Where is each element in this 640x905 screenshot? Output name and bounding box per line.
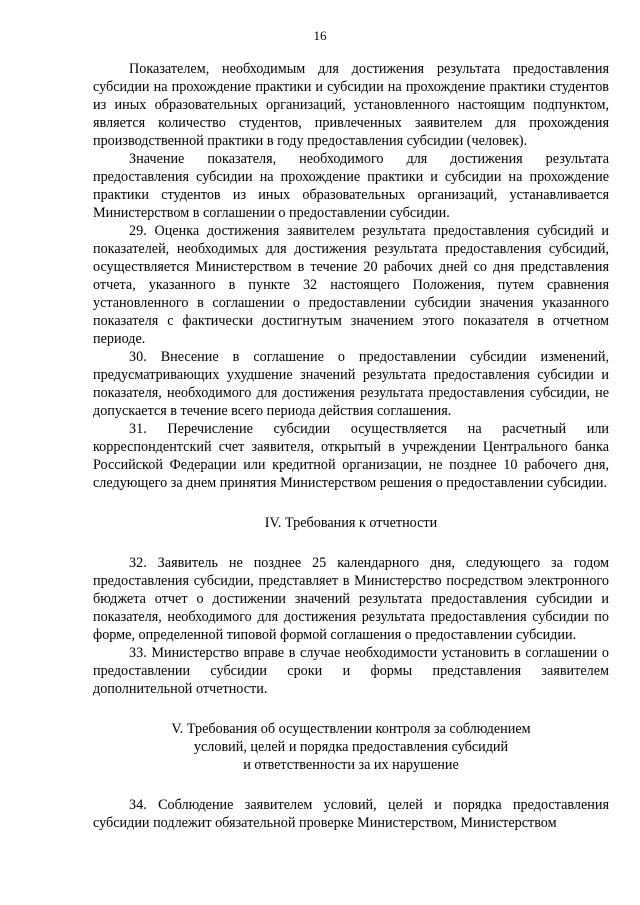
- paragraph-indicator-definition: Показателем, необходимым для достижения результата предоставления субсидии на прохождение практики и субсидии на прохождение практики студентов из иных образовательных организаций, установленного настоящим подпунктом, является количество студентов, привлеченных заявителем для прохождения производственной практики в году предоставления субсидии (человек).: [93, 61, 609, 149]
- section-heading-v-line2: условий, целей и порядка предоставления субсидий: [193, 739, 509, 755]
- paragraph-33: 33. Министерство вправе в случае необходимости установить в соглашении о предоставлении субсидии сроки и формы представления заявителем дополнительной отчетности.: [93, 645, 609, 697]
- paragraph-32: 32. Заявитель не позднее 25 календарного дня, следующего за годом предоставления субсидии, представляет в Министерство посредством электронного бюджета отчет о достижении значений результата предоставления субсидии и показателя, необходимого для достижения результата предоставления субсидии по форме, определенной типовой формой соглашения о предоставлении субсидии.: [93, 555, 609, 643]
- paragraph-31: 31. Перечисление субсидии осуществляется на расчетный или корреспондентский счет заявителя, открытый в учреждении Центрального банка Российской Федерации или кредитной организации, не позднее 10 рабочего дня, следующего за днем принятия Министерством решения о предоставлении субсидии.: [93, 421, 609, 491]
- paragraph-indicator-value: Значение показателя, необходимого для достижения результата предоставления субсидии на прохождение практики и субсидии на прохождение практики студентов из иных образовательных организаций, устанавливается Министерством в соглашении о предоставлении субсидии.: [93, 151, 609, 221]
- paragraph-30: 30. Внесение в соглашение о предоставлении субсидии изменений, предусматривающих ухудшение значений результата предоставления субсидии и показателя, необходимого для достижения результата предоставления субсидии, не допускается в течение всего периода действия соглашения.: [93, 349, 609, 419]
- document-body: [93, 60, 609, 832]
- section-heading-v-line3: и ответственности за их нарушение: [243, 757, 459, 773]
- section-heading-v-line1: V. Требования об осуществлении контроля за соблюдением: [171, 721, 531, 737]
- paragraph-29: 29. Оценка достижения заявителем результата предоставления субсидий и показателей, необходимых для достижения результата предоставления субсидий, осуществляется Министерством в течение 20 рабочих дней со дня представления отчета, указанного в пункте 32 настоящего Положения, путем сравнения установленного в соглашении о предоставлении субсидии значения указанного показателя с фактически достигнутым значением этого показателя в отчетном периоде.: [93, 223, 609, 347]
- section-heading-iv: IV. Требования к отчетности: [264, 515, 438, 531]
- section-heading-v: [93, 720, 609, 774]
- page-number: 16: [313, 28, 327, 43]
- paragraph-34: 34. Соблюдение заявителем условий, целей и порядка предоставления субсидии подлежит обязательной проверке Министерством, Министерством: [93, 797, 609, 831]
